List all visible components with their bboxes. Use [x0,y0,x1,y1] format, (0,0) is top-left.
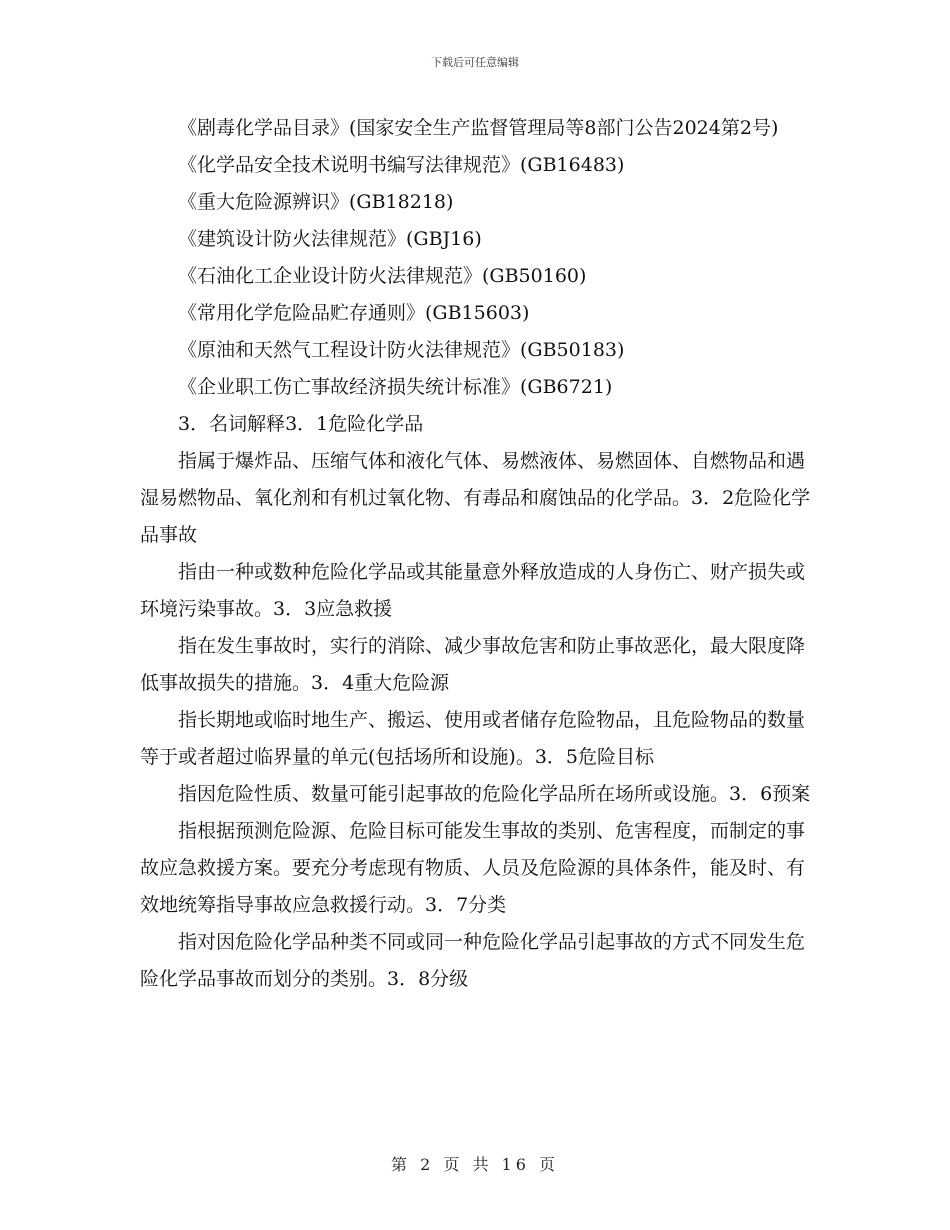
definition-paragraph: 指对因危险化学品种类不同或同一种危险化学品引起事故的方式不同发生危险化学品事故而划分的类别。3．8分级 [140,931,806,990]
reference-item: 《原油和天然气工程设计防火法律规范》(GB50183) [178,339,625,361]
reference-item: 《石油化工企业设计防火法律规范》(GB50160) [178,265,587,287]
reference-item: 《剧毒化学品目录》(国家安全生产监督管理局等8部门公告2024第2号) [178,117,779,139]
page-header: 下载后可任意编辑 [431,56,519,69]
page-number: 第 2 页 共 16 页 [391,1155,559,1174]
definition-paragraph: 指长期地或临时地生产、搬运、使用或者储存危险物品，且危险物品的数量等于或者超过临界量的单元(包括场所和设施)。3．5危险目标 [140,709,806,768]
document-body [140,110,820,998]
definition-paragraph: 指在发生事故时，实行的消除、减少事故危害和防止事故恶化，最大限度降低事故损失的措施。3．4重大危险源 [140,635,806,694]
definition-paragraph: 指属于爆炸品、压缩气体和液化气体、易燃液体、易燃固体、自燃物品和遇湿易燃物品、氧化剂和有机过氧化物、有毒品和腐蚀品的化学品。3．2危险化学品事故 [140,450,811,546]
reference-item: 《重大危险源辨识》(GB18218) [178,191,454,213]
definition-paragraph: 指因危险性质、数量可能引起事故的危险化学品所在场所或设施。3．6预案 [178,783,811,805]
reference-item: 《建筑设计防火法律规范》(GBJ16) [178,228,482,250]
definition-paragraph: 指根据预测危险源、危险目标可能发生事故的类别、危害程度，而制定的事故应急救援方案。要充分考虑现有物质、人员及危险源的具体条件，能及时、有效地统筹指导事故应急救援行动。3．7分类 [140,820,806,916]
reference-item: 《常用化学危险品贮存通则》(GB15603) [178,302,530,324]
definition-paragraph: 指由一种或数种危险化学品或其能量意外释放造成的人身伤亡、财产损失或环境污染事故。3．3应急救援 [140,561,806,620]
reference-item: 《企业职工伤亡事故经济损失统计标准》(GB6721) [178,376,613,398]
section-heading: 3．名词解释3．1危险化学品 [178,413,424,435]
reference-item: 《化学品安全技术说明书编写法律规范》(GB16483) [178,154,625,176]
